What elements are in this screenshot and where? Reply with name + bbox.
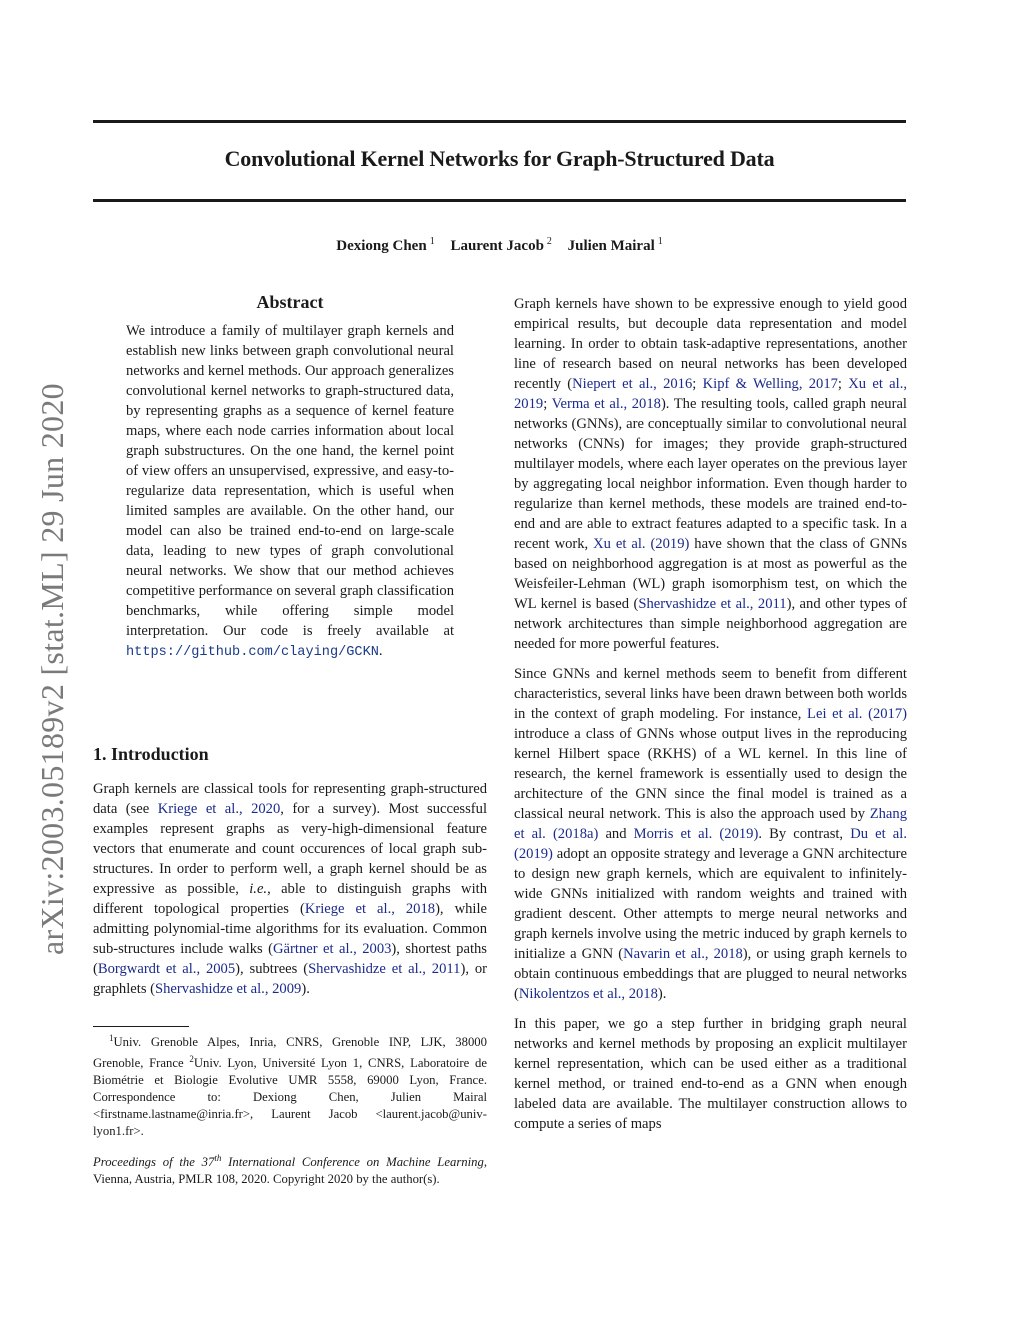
abstract [126, 292, 454, 663]
citation-link[interactable]: Lei et al. (2017) [807, 706, 907, 722]
arxiv-stamp: arXiv:2003.05189v2 [stat.ML] 29 Jun 2020 [34, 383, 70, 955]
text: In this paper, we go a step further in bridging graph neural networks and kernel methods by proposing an explicit multilayer kernel representation, which can be used either as a traditional kernel method, or trained end-to-end as a GNN when enough labeled data are available. The multilayer construction allows to compute a series of maps [514, 1016, 907, 1132]
citation-link[interactable]: Morris et al. (2019) [633, 826, 759, 842]
author-list [93, 236, 906, 255]
author [450, 238, 551, 254]
text: ), shortest paths ( [93, 941, 487, 977]
citation-link[interactable]: Gärtner et al., 2003 [273, 941, 392, 957]
text: ), or using graph kernels to obtain continuous embeddings that are plugged to neural networks ( [514, 946, 907, 1002]
text: Graph kernels are classical tools for representing graph-structured data (see [93, 781, 487, 817]
text: 37 [201, 1155, 215, 1170]
author-name: Julien Mairal [567, 238, 655, 254]
citation-link[interactable]: Niepert et al., 2016 [572, 376, 693, 392]
text: ), or graphlets ( [93, 961, 487, 997]
text: International Conference on Machine Learning [221, 1155, 484, 1170]
abstract-end: . [378, 643, 383, 659]
text: , for a survey). Most successful examples represent graphs as very-high-dimensional feature vectors that enumerate and count occurences of local graph sub-structures. In order to perform well, a graph kernel should be as expressive as possible, [93, 801, 487, 897]
citation-link[interactable]: Navarin et al., 2018 [623, 946, 743, 962]
text: , Vienna, Austria, PMLR 108, 2020. Copyright 2020 by the author(s). [93, 1155, 487, 1187]
abstract-heading: Abstract [256, 292, 324, 312]
affiliation-footnote [93, 1030, 487, 1140]
text: ; [837, 376, 849, 392]
citation-link[interactable]: Nikolentzos et al., 2018 [518, 986, 658, 1002]
text: i.e. [249, 881, 268, 897]
citation-link[interactable]: Xu et al. (2019) [593, 536, 690, 552]
citation-link[interactable]: Shervashidze et al., 2011 [308, 961, 461, 977]
author [568, 238, 663, 254]
citation-link[interactable]: Kipf & Welling, 2017 [702, 376, 838, 392]
text: . By contrast, [758, 826, 851, 842]
citation-link[interactable]: Kriege et al., 2018 [304, 901, 436, 917]
affiliation-mark: 2 [546, 236, 552, 247]
affiliation-mark: 1 [429, 236, 435, 247]
text: Graph kernels have shown to be expressive enough to yield good empirical results, but decouple data representation and model learning. In order to obtain task-adaptive representations, another line of research based on neural networks has been developed recently ( [514, 296, 907, 392]
section-heading-introduction: 1. Introduction [93, 744, 209, 764]
text: introduce a class of GNNs whose output lives in the reproducing kernel Hilbert space (RKHS) of a WL kernel. In this line of research, the kernel framework is essentially used to design the architecture of the GNN since the final model is trained as a classical neural network. This is also the approach used by [514, 726, 907, 822]
text: Proceedings of the [93, 1155, 202, 1170]
footnote-mark: 1 [109, 1033, 114, 1043]
abstract-text: We introduce a family of multilayer graph kernels and establish new links between graph convolutional neural networks and kernel methods. Our approach generalizes convolutional kernel networks to graph-structured data, by representing graphs as a sequence of kernel feature maps, where each node carries information about local graph substructures. On the one hand, the kernel point of view offers an unsupervised, expressive, and easy-to-regularize data representation, which is useful when limited samples are available. On the other hand, our model can also be trained end-to-end on large-scale data, leading to new types of graph convolutional neural networks. We show that our method achieves competitive performance on several graph classification benchmarks, while offering simple model interpretation. Our code is freely available at [126, 323, 454, 639]
paper-title: Convolutional Kernel Networks for Graph-Structured Data [224, 146, 775, 171]
citation-link[interactable]: Xu et al., 2019 [514, 376, 907, 412]
text: Univ. Lyon, Université Lyon 1, CNRS, Laboratoire de Biométrie et Biologie Evolutive UMR 5558, 69000 Lyon, France. Correspondence to: Dexiong Chen, Julien Mairal <firstname.lastname@inria.fr>, Laurent Jacob <laurent.jacob@univ-lyon1.fr>. [93, 1056, 487, 1139]
text: ). The resulting tools, called graph neural networks (GNNs), are conceptually similar to convolutional neural networks (CNNs) for images; they provide graph-structured multilayer models, where each layer operates on the previous layer by aggregating local neighbor information. Even though harder to regularize than kernel methods, these models are trained end-to-end and are able to extract features adapted to a specific task. In a recent work, [514, 396, 907, 552]
text: have shown that the class of GNNs based on neighborhood aggregation is at most as powerful as the Weisfeiler-Lehman (WL) graph isomorphism test, on which the WL kernel is based ( [514, 536, 907, 612]
affiliation-mark: 1 [657, 236, 663, 247]
text: adopt an opposite strategy and leverage a GNN architecture to design new graph kernels, which are equivalent to infinitely-wide GNNs initialized with random weights and trained with gradient descent. Other attempts to merge neural networks and graph kernels involve using the metric induced by graph kernels to initialize a GNN ( [514, 846, 907, 962]
title-top-rule [93, 120, 906, 123]
author-name: Dexiong Chen [336, 238, 427, 254]
citation-link[interactable]: Verma et al., 2018 [551, 396, 661, 412]
title-bottom-rule [93, 199, 906, 202]
text: Since GNNs and kernel methods seem to benefit from different characteristics, several links have been drawn between both worlds in the context of graph modeling. For instance, [514, 666, 907, 722]
text: ). [657, 986, 667, 1002]
citation-link[interactable]: Zhang et al. (2018a) [514, 806, 907, 842]
footnote-mark: 2 [189, 1054, 194, 1065]
text: ), and other types of network architectures than simple neighborhood aggregation are needed for more powerful features. [514, 596, 907, 652]
paragraph [514, 1014, 907, 1134]
citation-link[interactable]: Borgwardt et al., 2005 [97, 961, 236, 977]
citation-link[interactable]: Shervashidze et al., 2009 [155, 981, 302, 997]
text: ). [301, 981, 310, 997]
text: ; [692, 376, 703, 392]
author-name: Laurent Jacob [450, 238, 544, 254]
paragraph [514, 294, 907, 654]
citation-link[interactable]: Shervashidze et al., 2011 [638, 596, 787, 612]
author [336, 238, 434, 254]
paragraph [514, 664, 907, 1004]
abstract-body [126, 321, 454, 663]
text: and [598, 826, 634, 842]
text: Univ. Grenoble Alpes, Inria, CNRS, Grenoble INP, LJK, 38000 Grenoble, France [93, 1035, 487, 1071]
citation-link[interactable]: Kriege et al., 2020 [157, 801, 281, 817]
footnote-rule [93, 1026, 189, 1027]
text: ), subtrees ( [235, 961, 309, 977]
text: ; [543, 396, 552, 412]
citation-link[interactable]: Du et al. (2019) [514, 826, 907, 862]
right-column [514, 294, 907, 1144]
introduction-paragraph [93, 779, 487, 999]
text: th [214, 1153, 222, 1163]
text: ), while admitting polynomial-time algorithms for its evaluation. Common sub-structures include walks ( [93, 901, 487, 957]
text: , able to distinguish graphs with different topological properties ( [93, 881, 487, 917]
proceedings-note [93, 1150, 487, 1188]
code-link[interactable]: https://github.com/claying/GCKN [126, 645, 379, 660]
